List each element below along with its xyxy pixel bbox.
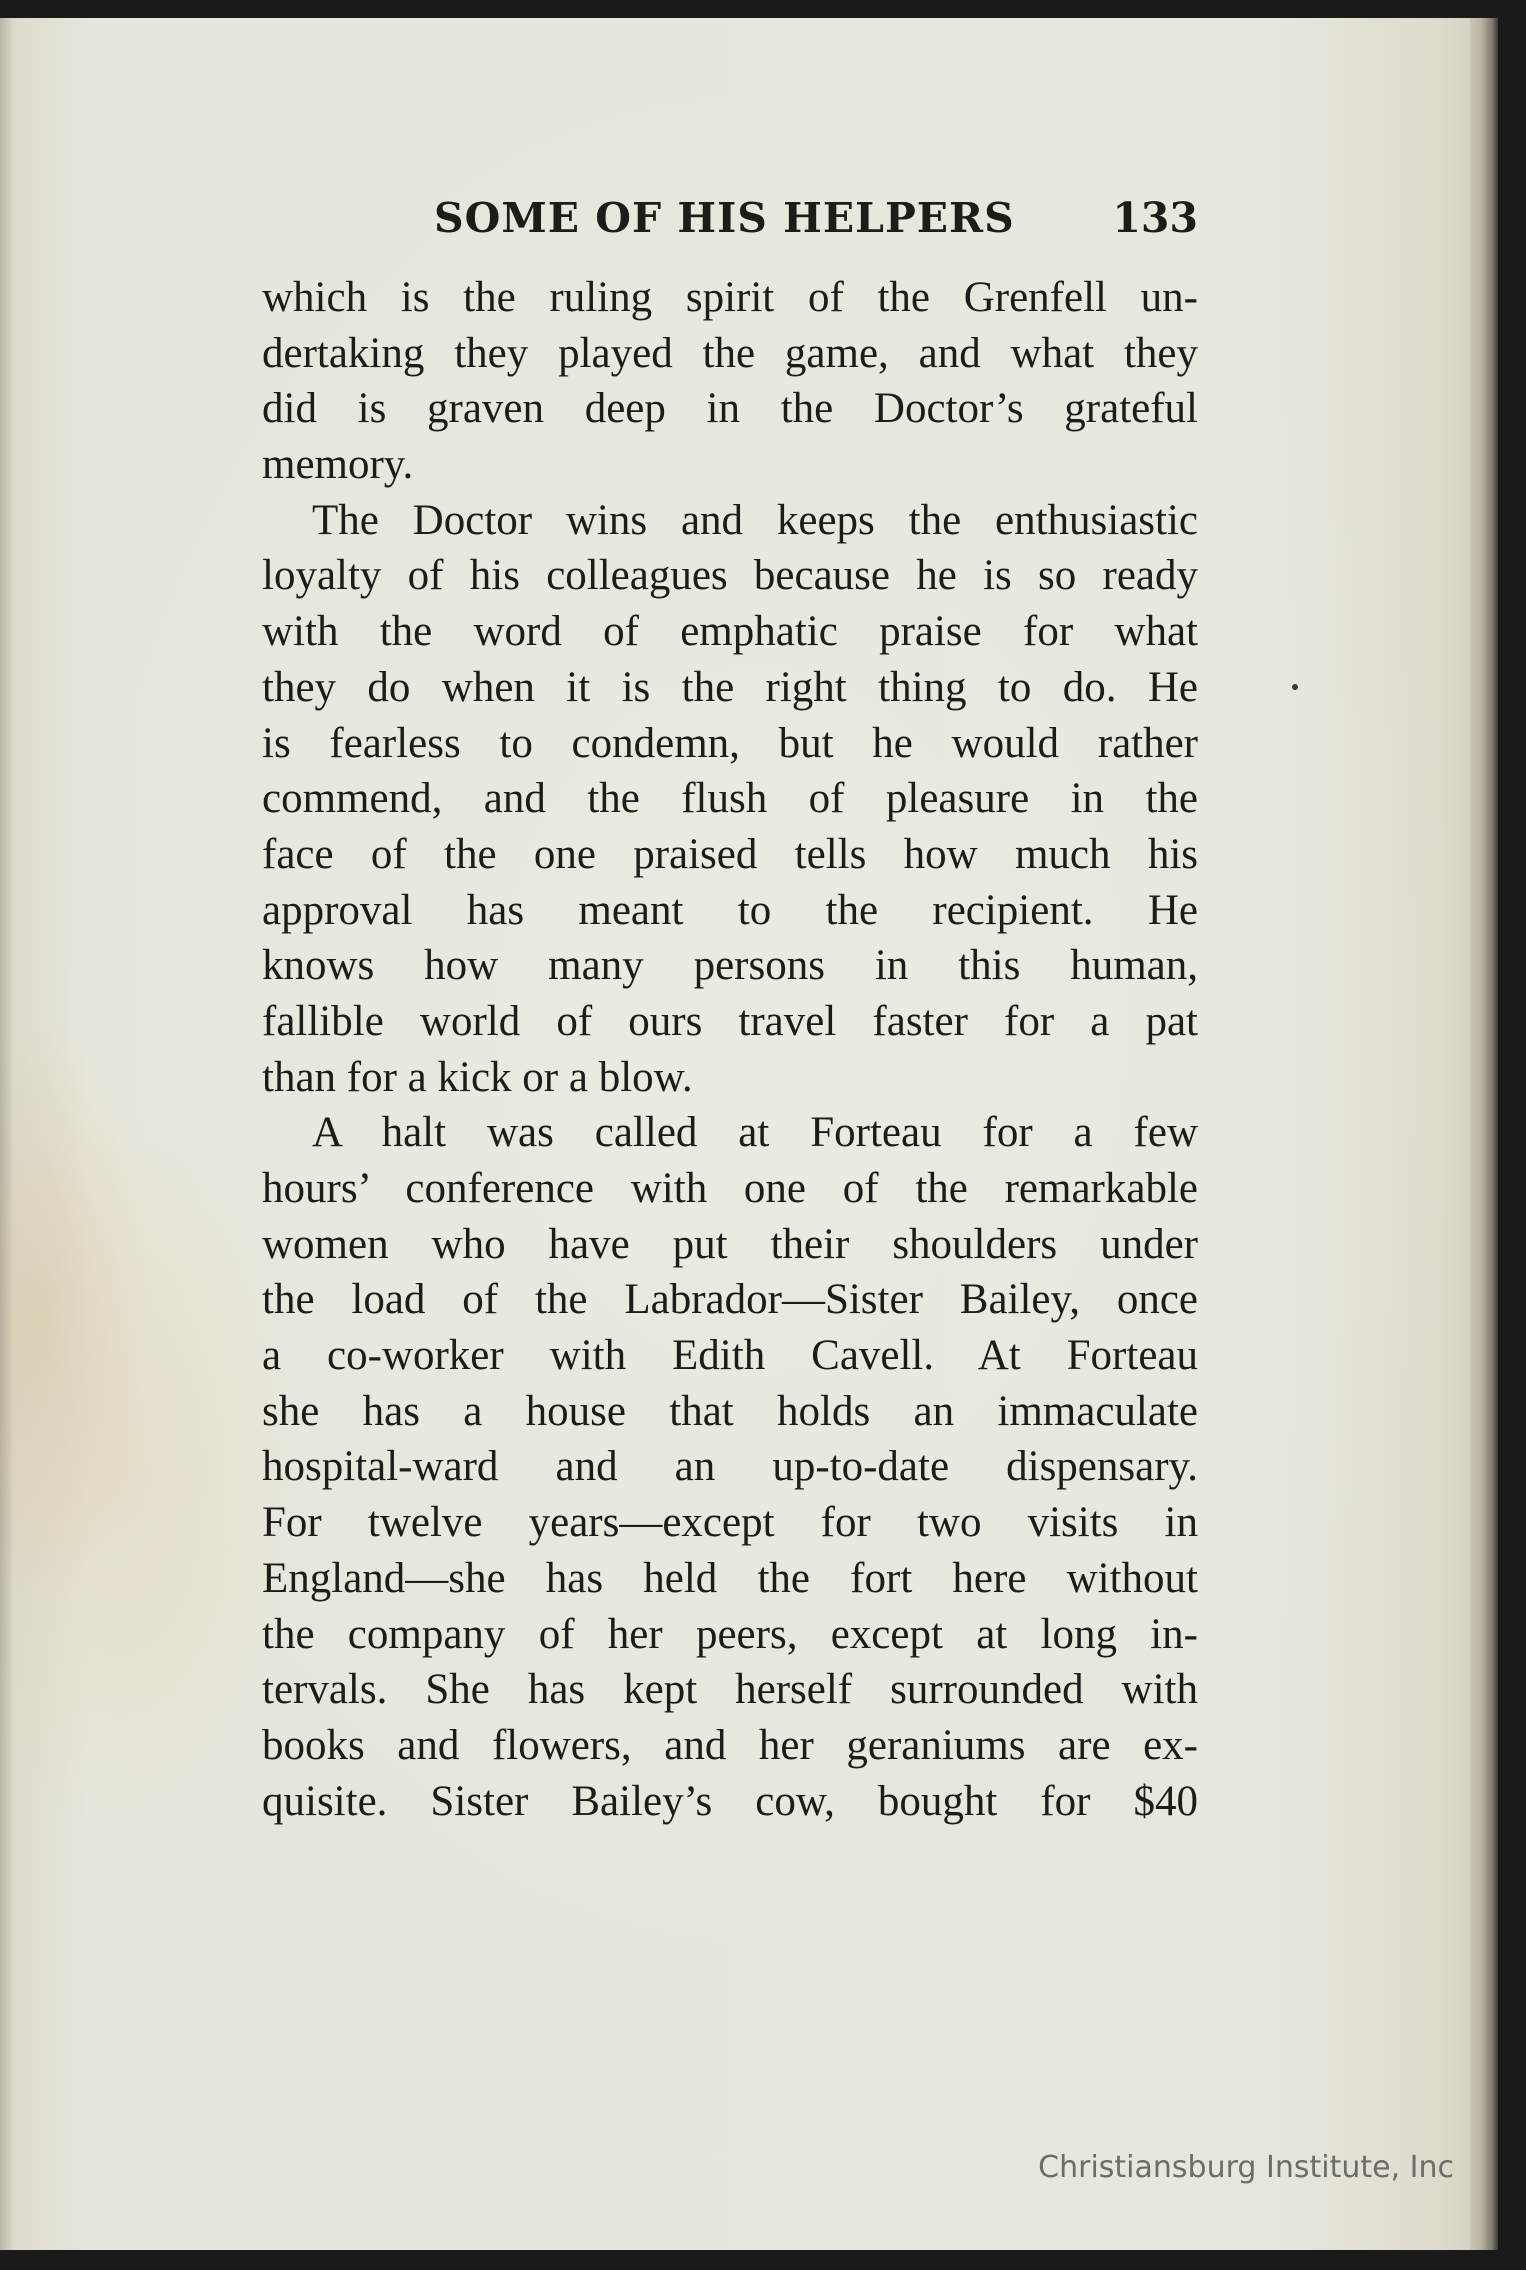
- text-line: fallible world of ours travel faster for a pat: [262, 997, 1198, 1045]
- watermark-credit: Christiansburg Institute, Inc: [1038, 2150, 1454, 2185]
- text-line: she has a house that holds an immaculate: [262, 1387, 1198, 1435]
- chapter-title: SOME OF HIS HELPERS: [434, 194, 1015, 242]
- text-line: they do when it is the right thing to do. He: [262, 663, 1198, 711]
- text-line: the load of the Labrador—Sister Bailey, once: [262, 1276, 1198, 1324]
- page-number: 133: [1112, 194, 1198, 242]
- text-line: memory.: [262, 441, 414, 489]
- paper-speck: [1292, 684, 1298, 690]
- text-line: than for a kick or a blow.: [262, 1053, 693, 1101]
- text-line: which is the ruling spirit of the Grenfell un-: [262, 274, 1198, 321]
- text-line: knows how many persons in this human,: [262, 942, 1198, 990]
- text-line: face of the one praised tells how much his: [262, 830, 1198, 878]
- spine-shadow: [0, 18, 14, 2250]
- text-line: For twelve years—except for two visits in: [262, 1499, 1198, 1547]
- text-line: dertaking they played the game, and what they: [262, 329, 1198, 377]
- text-line: hospital-ward and an up-to-date dispensary.: [262, 1443, 1198, 1491]
- text-line: women who have put their shoulders under: [262, 1220, 1198, 1268]
- running-head: [262, 190, 1198, 250]
- text-line: books and flowers, and her geraniums are ex-: [262, 1721, 1198, 1769]
- text-line: A halt was called at Forteau for a few: [312, 1109, 1198, 1157]
- text-line: hours’ conference with one of the remarkable: [262, 1165, 1198, 1212]
- text-line: approval has meant to the recipient. He: [262, 886, 1198, 934]
- text-line: England—she has held the fort here without: [262, 1554, 1198, 1602]
- text-line: the company of her peers, except at long in-: [262, 1610, 1198, 1658]
- text-line: quisite. Sister Bailey’s cow, bought for $40: [262, 1777, 1198, 1825]
- text-line: The Doctor wins and keeps the enthusiastic: [312, 496, 1198, 544]
- body-text: [262, 270, 1198, 1829]
- text-line: with the word of emphatic praise for what: [262, 608, 1198, 656]
- text-line: loyalty of his colleagues because he is so ready: [262, 552, 1198, 600]
- text-line: did is graven deep in the Doctor’s grateful: [262, 385, 1198, 433]
- page-edge: [1470, 18, 1498, 2250]
- text-line: commend, and the flush of pleasure in the: [262, 775, 1198, 823]
- text-line: a co-worker with Edith Cavell. At Forteau: [262, 1332, 1198, 1380]
- text-line: is fearless to condemn, but he would rather: [262, 719, 1198, 767]
- book-page: [0, 18, 1498, 2250]
- text-line: tervals. She has kept herself surrounded with: [262, 1666, 1198, 1714]
